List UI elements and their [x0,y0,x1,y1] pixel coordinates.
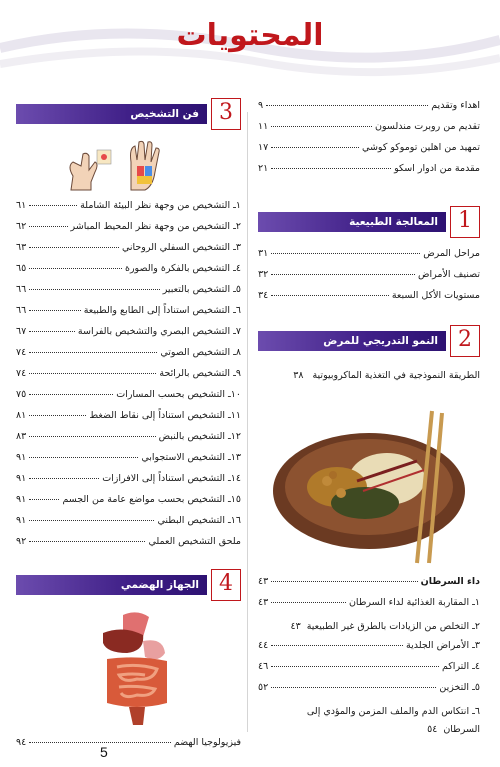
toc-entry-page: ٣٤ [258,290,269,301]
dot-leader [29,247,119,248]
toc-entry-page: ٩١ [16,494,27,505]
section-4-header [16,569,241,599]
toc-entry-page: ٣٢ [258,269,269,280]
toc-entry-title: ١ـ التشخيص من وجهة نظر البيئة الشاملة [80,200,241,211]
toc-entry[interactable] [16,406,241,427]
dot-leader [29,352,157,353]
toc-entry-title: ١٣ـ التشخيص الاستجوابي [141,452,241,463]
toc-entry[interactable] [258,286,480,307]
intro-list [258,96,480,180]
section-number: 2 [450,325,480,357]
toc-entry-page: ٦٣ [16,242,27,253]
toc-entry[interactable] [16,511,241,532]
toc-entry-title: مقدمة من ادوار اسكو [394,163,480,174]
toc-entry-title: ٢ـ التشخيص من وجهة نظر المحيط المباشر [70,221,241,232]
toc-entry[interactable] [258,614,480,636]
toc-entry[interactable] [16,427,241,448]
column-divider [247,112,248,732]
toc-entry[interactable] [16,322,241,343]
dot-leader [29,520,154,521]
toc-entry-title: تمهيد من اهلين توموكو كوشي [362,142,480,153]
toc-entry-page: ٩ [258,100,264,111]
toc-entry-page: ٢١ [258,163,269,174]
toc-entry-page: ٣٨ [293,370,304,381]
toc-entry[interactable] [16,385,241,406]
section-1-list [258,244,480,307]
dot-leader [29,415,86,416]
toc-entry-title: ٩ـ التشخيص بالرائحة [159,368,241,379]
section-number: 3 [211,98,241,130]
dot-leader [29,499,59,500]
toc-entry[interactable] [258,657,480,678]
toc-entry-page: ٤٣ [258,576,269,587]
digestive-system-icon [93,607,181,727]
toc-entry[interactable] [16,490,241,511]
dot-leader [271,645,403,646]
toc-entry-page: ٩١ [16,452,27,463]
toc-entry[interactable] [258,363,480,385]
toc-entry[interactable] [16,280,241,301]
toc-entry-title: ٢ـ التخلص من الزيادات بالطرق غير الطبيعية [306,621,480,632]
section-title: النمو التدريجي للمرض [258,331,446,351]
dot-leader [266,105,428,106]
section-4-list [16,733,241,754]
dot-leader [271,602,346,603]
dot-leader [29,268,122,269]
toc-entry-title: ١٢ـ التشخيص بالنبض [158,431,241,442]
toc-entry[interactable] [258,572,480,593]
section-title: الجهاز الهضمي [16,575,207,595]
toc-entry-page: ٦٦ [16,305,27,316]
dot-leader [29,310,80,311]
section-2-list [258,572,480,739]
toc-entry[interactable] [16,196,241,217]
dot-leader [271,147,359,148]
toc-entry[interactable] [16,238,241,259]
toc-entry[interactable] [258,117,480,138]
section-title: المعالجة الطبيعية [258,212,446,232]
toc-entry[interactable] [258,593,480,614]
toc-entry-page: ٩٤ [16,737,27,748]
toc-entry[interactable] [258,678,480,699]
toc-entry-title: ١٥ـ التشخيص بحسب مواضع عامة من الجسم [62,494,241,505]
toc-entry[interactable] [258,159,480,180]
toc-entry-page: ٦١ [16,200,27,211]
toc-entry-title: ١ـ المقاربة الغذائية لداء السرطان [348,597,480,608]
toc-entry[interactable] [16,733,241,754]
toc-entry-page: ٣١ [258,248,269,259]
toc-entry-title: ٤ـ التراكم [441,661,480,672]
dot-leader [271,295,389,296]
dot-leader [29,226,67,227]
section-number: 1 [450,206,480,238]
toc-entry-title: تقديم من روبرت مندلسون [375,121,480,132]
toc-entry[interactable] [258,636,480,657]
toc-entry-title: ٦ـ التشخيص استناداً إلى الطابع والطبيعة [83,305,241,316]
toc-entry-title: ١١ـ التشخيص استناداً إلى نقاط الضغط [89,410,241,421]
toc-entry-title: ٨ـ التشخيص الصوتي [160,347,241,358]
toc-entry-title: ١٦ـ التشخيص البطني [157,515,241,526]
toc-entry-title: اهداء وتقديم [431,100,480,111]
toc-entry-page: ٦٦ [16,284,27,295]
dot-leader [29,331,75,332]
toc-entry-page: ٤٣ [290,621,301,632]
toc-entry-title: ٥ـ التخزين [439,682,480,693]
toc-entry[interactable] [16,364,241,385]
toc-entry-page: ٧٤ [16,347,27,358]
hands-diagram-icon [61,136,181,192]
toc-entry-title: ٣ـ الأمراض الجلدية [406,640,480,651]
toc-entry-page: ٥٢ [258,682,269,693]
toc-entry-title: ٧ـ التشخيص البصري والتشخيص بالفراسة [77,326,241,337]
toc-entry-page: ١١ [258,121,269,132]
toc-entry-page: ٨١ [16,410,27,421]
toc-entry-page: ٩١ [16,473,27,484]
food-plate-icon [267,391,472,566]
dot-leader [29,205,77,206]
toc-entry-page: ٦٢ [16,221,27,232]
dot-leader [271,168,391,169]
dot-leader [29,289,159,290]
dot-leader [271,687,436,688]
dot-leader [271,666,439,667]
toc-entry-page: ٤٦ [258,661,269,672]
toc-entry[interactable] [258,244,480,265]
section-3-header [16,98,241,128]
toc-entry[interactable] [16,532,241,553]
toc-entry-page: ٩٢ [16,536,27,547]
toc-entry-title: تصنيف الأمراض [418,269,480,280]
toc-entry[interactable] [16,301,241,322]
toc-entry[interactable] [258,138,480,159]
toc-entry-page: ٧٥ [16,389,27,400]
toc-entry[interactable] [258,265,480,286]
toc-entry[interactable] [16,448,241,469]
dot-leader [271,126,372,127]
toc-entry-title: ملحق التشخيص العملي [148,536,241,547]
toc-entry-title: ٣ـ التشخيص السفلي الروحاني [121,242,241,253]
toc-entry[interactable] [16,259,241,280]
page-number: 5 [100,744,108,760]
section-2-header [258,325,480,355]
toc-entry-page: ٥٤ [427,724,438,735]
toc-entry-page: ٨٣ [16,431,27,442]
right-column [258,92,480,739]
section-1-header [258,206,480,236]
toc-entry-title: ٦ـ انتكاس الدم والملف المزمن والمؤدي إلى السرطان [306,706,480,735]
page-title: المحتويات [176,18,324,53]
toc-entry-title: ١٤ـ التشخيص استناداً إلى الافرازات [102,473,241,484]
dot-leader [29,394,113,395]
toc-entry-title: الطريقة النموذجية في التغذية الماكروبيوتية [312,370,480,381]
dot-leader [271,581,417,582]
toc-entry[interactable] [16,343,241,364]
toc-entry[interactable] [258,699,480,739]
toc-entry-title: داء السرطان [420,576,480,587]
dot-leader [29,478,99,479]
toc-entry-page: ٦٧ [16,326,27,337]
dot-leader [29,436,155,437]
section-title: فن التشخيص [16,104,207,124]
toc-entry-title: ٥ـ التشخيص بالتعبير [162,284,241,295]
toc-entry-title: ١٠ـ التشخيص بحسب المسارات [116,389,241,400]
toc-entry[interactable] [258,96,480,117]
toc-entry-title: فيزيولوجيا الهضم [173,737,241,748]
toc-entry-page: ٤٣ [258,597,269,608]
toc-entry-page: ٩١ [16,515,27,526]
toc-entry[interactable] [16,217,241,238]
toc-entry-title: ٤ـ التشخيص بالفكرة والصورة [124,263,241,274]
dot-leader [29,373,156,374]
toc-entry-title: مراحل المرض [423,248,480,259]
toc-entry-page: ٧٤ [16,368,27,379]
dot-leader [29,541,145,542]
toc-entry-page: ٤٤ [258,640,269,651]
toc-entry-page: ٦٥ [16,263,27,274]
section-number: 4 [211,569,241,601]
toc-entry-title: مستويات الأكل السبعة [391,290,480,301]
dot-leader [29,742,171,743]
toc-entry[interactable] [16,469,241,490]
dot-leader [29,457,138,458]
section-3-list [16,196,241,553]
dot-leader [271,274,415,275]
dot-leader [271,253,420,254]
left-column [16,92,241,754]
toc-entry-page: ١٧ [258,142,269,153]
